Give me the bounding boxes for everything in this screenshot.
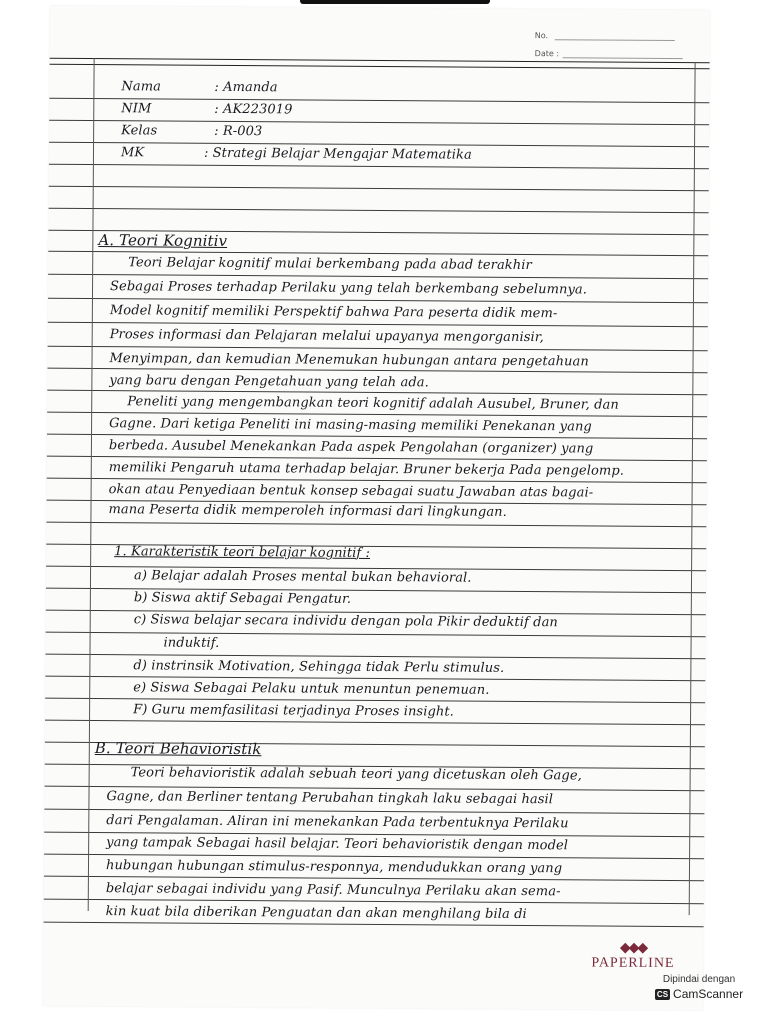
- section-a-line: okan atau Penyediaan bentuk konsep sebagai suatu Jawaban atas bagai-: [108, 482, 594, 501]
- scanner-caption: Dipindai dengan: [662, 974, 736, 985]
- section-b-line: Teori behavioristik adalah sebuah teori yang dicetuskan oleh Gage,: [130, 765, 582, 784]
- ruled-line: [49, 186, 709, 192]
- nama-value: : Amanda: [214, 79, 278, 96]
- no-field: [535, 31, 548, 40]
- list-title: 1. Karakteristik teori belajar kognitif :: [114, 544, 371, 561]
- section-a-title: A. Teori Kognitiv: [98, 231, 228, 250]
- section-a-line: Sebagai Proses terhadap Perilaku yang telah berkembang sebelumnya.: [109, 279, 588, 298]
- camscanner-icon: CS: [656, 989, 669, 999]
- list-item: c) Siswa belajar secara individu dengan pola Pikir deduktif dan: [133, 612, 558, 631]
- ruled-line: [44, 922, 704, 928]
- camscanner-watermark: [640, 974, 758, 1001]
- section-b-title: B. Teori Behavioristik: [94, 739, 262, 759]
- list-item: F) Guru memfasilitasi terjadinya Proses insight.: [133, 702, 454, 720]
- paperline-logo: [591, 939, 674, 972]
- handwritten-content: [50, 6, 710, 923]
- ruled-line: [45, 720, 705, 726]
- section-a-line: Model kognitif memiliki Perspektif bahwa Para peserta didik mem-: [109, 303, 558, 322]
- kelas-label: Kelas: [121, 123, 158, 139]
- list-item: e) Siswa Sebagai Pelaku untuk menuntun penemuan.: [133, 680, 490, 698]
- section-b-line: Gagne, dan Berliner tentang Perubahan tingkah laku sebagai hasil: [106, 789, 554, 808]
- ruled-line: [50, 64, 710, 70]
- list-item: d) instrinsik Motivation, Sehingga tidak Perlu stimulus.: [133, 658, 505, 676]
- date-label: Date :: [534, 49, 560, 59]
- section-a-line: memiliki Pengaruh utama terhadap belajar. Bruner bekerja Pada pengelomp.: [108, 460, 625, 479]
- top-edge-bar: [300, 0, 490, 4]
- section-a-line: mana Peserta didik memperoleh informasi dari lingkungan.: [108, 502, 507, 520]
- nama-label: Nama: [121, 79, 162, 95]
- ruled-line: [46, 522, 706, 528]
- ruled-lines: [50, 6, 710, 11]
- ruled-line: [49, 208, 709, 214]
- nim-label: NIM: [121, 101, 152, 117]
- paperline-mark-icon: ◆◆◆: [619, 939, 647, 956]
- section-b-line: belajar sebagai individu yang Pasif. Munculnya Perilaku akan sema-: [105, 881, 561, 900]
- mk-value: : Strategi Belajar Mengajar Matematika: [203, 145, 472, 163]
- ruled-line: [49, 164, 709, 170]
- section-a-line: Gagne. Dari ketiga Peneliti ini masing-masing memiliki Penekanan yang: [109, 416, 592, 435]
- section-a-line: berbeda. Ausubel Menekankan Pada aspek Pengolahan (organizer) yang: [108, 438, 594, 457]
- section-b-line: yang tampak Sebagai hasil belajar. Teori behavioristik dengan model: [106, 835, 569, 854]
- no-label: No.: [534, 31, 549, 41]
- nim-value: : AK223019: [214, 101, 293, 118]
- scanner-name: CamScanner: [673, 987, 744, 1001]
- section-a-line: Proses informasi dan Pelajaran melalui upayanya mengorganisir,: [109, 327, 544, 346]
- date-field: [535, 49, 559, 58]
- kelas-value: : R-003: [214, 123, 263, 140]
- notebook-page: [43, 6, 710, 1011]
- section-a-line: Teori Belajar kognitif mulai berkembang pada abad terakhir: [128, 255, 532, 274]
- list-item: induktif.: [163, 635, 220, 651]
- paperline-brand: PAPERLINE: [591, 955, 675, 972]
- section-b-line: hubungan hubungan stimulus-responnya, mendudukkan orang yang: [105, 858, 563, 877]
- ruled-line: [46, 632, 706, 638]
- list-item: a) Belajar adalah Proses mental bukan behavioral.: [133, 568, 472, 586]
- section-a-line: Peneliti yang mengembangkan teori kognitif adalah Ausubel, Bruner, dan: [127, 394, 619, 413]
- section-b-line: kin kuat bila diberikan Penguatan dan akan menghilang bila di: [105, 904, 527, 923]
- section-a-line: yang baru dengan Pengetahuan yang telah ada.: [109, 373, 429, 391]
- mk-label: MK: [120, 145, 145, 161]
- section-a-line: Menyimpan, dan kemudian Menemukan hubungan antara pengetahuan: [109, 351, 589, 370]
- list-item: b) Siswa aktif Sebagai Pengatur.: [133, 590, 352, 607]
- section-b-line: dari Pengalaman. Aliran ini menekankan Pada terbentuknya Perilaku: [106, 813, 569, 832]
